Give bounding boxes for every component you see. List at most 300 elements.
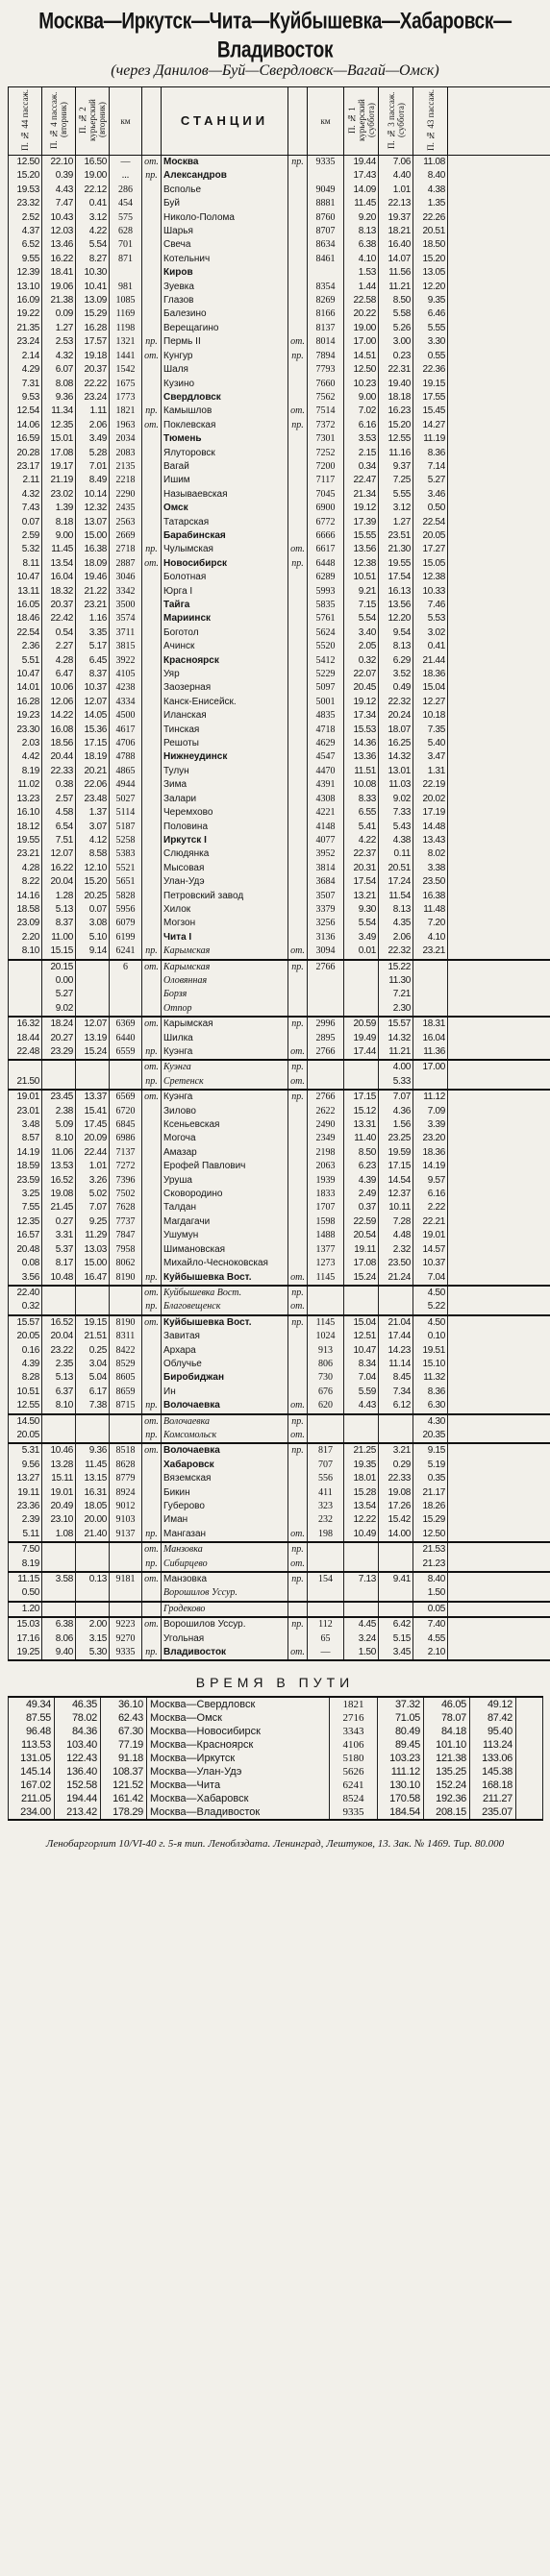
table-row	[9, 1174, 550, 1188]
left-time: 19.53	[9, 184, 42, 197]
right-time: 2.30	[379, 1002, 413, 1017]
right-time: 3.52	[379, 668, 413, 681]
right-time: 7.15	[344, 599, 379, 612]
arrival-departure-mark	[142, 890, 162, 903]
left-time	[9, 1060, 42, 1074]
distance-km-reverse	[308, 1002, 344, 1017]
left-time: 4.43	[42, 184, 76, 197]
right-time	[344, 1602, 379, 1617]
left-time: 19.01	[42, 1486, 76, 1500]
spacer-cell	[516, 1792, 543, 1805]
spacer-cell	[448, 238, 550, 252]
station-name: Барабинская	[162, 529, 288, 543]
left-time: 19.08	[42, 1188, 76, 1201]
distance-km: 6	[110, 960, 142, 974]
left-time: 23.21	[76, 599, 110, 612]
left-time: 16.10	[9, 806, 42, 820]
right-time: 4.55	[413, 1632, 448, 1646]
travel-time-left: 96.48	[9, 1725, 55, 1738]
arrival-departure-mark	[288, 1602, 308, 1617]
distance-km: 3342	[110, 585, 142, 599]
right-time: 20.22	[344, 307, 379, 321]
left-time: 13.11	[9, 585, 42, 599]
page-title: Москва—Иркутск—Чита—Куйбышевка—Хабаровск—Владивосток	[8, 8, 542, 65]
distance-km: 4334	[110, 696, 142, 709]
distance-km-reverse	[308, 988, 344, 1001]
left-time: 10.47	[9, 668, 42, 681]
distance-km-reverse: 730	[308, 1371, 344, 1385]
spacer-cell	[448, 765, 550, 778]
arrival-departure-mark: от.	[142, 1286, 162, 1300]
left-time: 18.44	[9, 1032, 42, 1045]
right-time: 4.45	[344, 1617, 379, 1631]
right-time: 1.50	[344, 1646, 379, 1660]
right-time: 11.21	[379, 281, 413, 294]
left-time	[76, 1602, 110, 1617]
travel-time-row	[9, 1738, 543, 1752]
left-time: 21.22	[76, 585, 110, 599]
left-time: 20.37	[42, 599, 76, 612]
spacer-cell	[448, 1429, 550, 1443]
distance-km-reverse: 8014	[308, 335, 344, 349]
arrival-departure-mark: от.	[288, 1300, 308, 1314]
right-time: 1.35	[413, 197, 448, 210]
right-time: 8.45	[379, 1371, 413, 1385]
spacer-cell	[448, 1300, 550, 1314]
travel-time-right: 101.10	[424, 1738, 470, 1752]
distance-km: 2218	[110, 474, 142, 487]
table-row	[9, 1429, 550, 1443]
left-time: 16.22	[42, 862, 76, 875]
arrival-departure-mark	[142, 460, 162, 474]
table-row	[9, 474, 550, 487]
right-time: 20.51	[379, 862, 413, 875]
right-time	[344, 1286, 379, 1300]
arrival-departure-mark	[142, 432, 162, 446]
arrival-departure-mark: от.	[142, 1443, 162, 1458]
left-time: 22.33	[42, 765, 76, 778]
left-time: 16.28	[76, 322, 110, 335]
station-name: Омск	[162, 502, 288, 515]
right-time: 5.41	[344, 821, 379, 834]
station-name: Тулун	[162, 765, 288, 778]
left-time: 13.15	[76, 1472, 110, 1485]
distance-km-reverse: 7252	[308, 447, 344, 460]
right-time: 6.55	[344, 806, 379, 820]
arrival-departure-mark	[142, 654, 162, 668]
distance-km-reverse: 1273	[308, 1257, 344, 1270]
spacer-cell	[448, 1201, 550, 1214]
travel-time-row	[9, 1765, 543, 1779]
arrival-departure-mark	[288, 821, 308, 834]
arrival-departure-mark: от.	[288, 1271, 308, 1286]
left-time	[76, 1414, 110, 1429]
left-time: 1.27	[42, 322, 76, 335]
right-time: 22.58	[344, 294, 379, 307]
right-time: 5.22	[413, 1300, 448, 1314]
left-time: 22.22	[76, 378, 110, 391]
left-time: 9.55	[9, 253, 42, 266]
spacer-cell	[448, 350, 550, 363]
distance-km-reverse: 8881	[308, 197, 344, 210]
travel-time-right: 113.24	[470, 1738, 516, 1752]
right-time: 22.31	[379, 363, 413, 377]
arrival-departure-mark	[288, 571, 308, 584]
arrival-departure-mark: пр.	[288, 1017, 308, 1031]
right-time: 8.13	[344, 225, 379, 238]
right-time: 17.34	[344, 709, 379, 723]
right-time: 10.49	[344, 1528, 379, 1542]
left-time: 15.24	[76, 1045, 110, 1060]
distance-km: 8605	[110, 1371, 142, 1385]
travel-time-left: 131.05	[9, 1752, 55, 1765]
right-time	[379, 1558, 413, 1572]
left-time: 5.27	[42, 988, 76, 1001]
left-time	[76, 1286, 110, 1300]
distance-km-reverse	[308, 169, 344, 183]
spacer-cell	[448, 1371, 550, 1385]
right-time: 8.36	[413, 447, 448, 460]
right-time: 5.15	[379, 1632, 413, 1646]
table-row	[9, 281, 550, 294]
left-time: 21.50	[9, 1075, 42, 1090]
arrival-departure-mark	[288, 1330, 308, 1343]
arrival-departure-mark	[142, 903, 162, 917]
left-time: 0.38	[42, 778, 76, 792]
left-time: 12.32	[76, 502, 110, 515]
spacer-cell	[448, 931, 550, 945]
left-time: 8.57	[9, 1132, 42, 1145]
arrival-departure-mark: пр.	[288, 557, 308, 571]
left-time: 10.43	[42, 211, 76, 225]
distance-km-reverse: 5097	[308, 681, 344, 695]
distance-km-reverse: 676	[308, 1386, 344, 1399]
station-name: Ялуторовск	[162, 447, 288, 460]
spacer-cell	[448, 793, 550, 806]
left-time: 7.38	[76, 1399, 110, 1413]
right-time: 6.46	[413, 307, 448, 321]
travel-time-right: 89.45	[378, 1738, 424, 1752]
left-time: 20.28	[9, 447, 42, 460]
left-time: 22.54	[9, 626, 42, 640]
right-time: 4.30	[413, 1414, 448, 1429]
distance-km-reverse: 8269	[308, 294, 344, 307]
arrival-departure-mark: от.	[288, 945, 308, 959]
distance-km-reverse: 7301	[308, 432, 344, 446]
left-time: 4.37	[9, 225, 42, 238]
arrival-departure-mark	[288, 903, 308, 917]
spacer-cell	[448, 1542, 550, 1557]
spacer-cell	[448, 654, 550, 668]
spacer-cell	[448, 1132, 550, 1145]
arrival-departure-mark	[288, 1472, 308, 1485]
right-time: 2.32	[379, 1243, 413, 1257]
arrival-departure-mark	[142, 1146, 162, 1160]
right-time: 11.36	[413, 1045, 448, 1060]
left-time: 21.40	[76, 1528, 110, 1542]
travel-time-left: 91.18	[101, 1752, 147, 1765]
arrival-departure-mark: пр.	[288, 1617, 308, 1631]
right-time: 4.38	[413, 184, 448, 197]
arrival-departure-mark	[142, 917, 162, 930]
right-time: 9.35	[413, 294, 448, 307]
right-time: 20.45	[344, 681, 379, 695]
left-time: 5.54	[76, 238, 110, 252]
distance-km: 3500	[110, 599, 142, 612]
arrival-departure-mark	[142, 988, 162, 1001]
table-row	[9, 974, 550, 988]
station-name: Красноярск	[162, 654, 288, 668]
left-time: 3.12	[76, 211, 110, 225]
station-name: Отпор	[162, 1002, 288, 1017]
spacer-cell	[448, 681, 550, 695]
distance-km-reverse: 4148	[308, 821, 344, 834]
travel-time-left: 108.37	[101, 1765, 147, 1779]
arrival-departure-mark	[288, 875, 308, 889]
right-time: 19.59	[379, 1146, 413, 1160]
table-row	[9, 1229, 550, 1242]
distance-km: —	[110, 156, 142, 170]
left-time: 0.07	[9, 516, 42, 529]
distance-km	[110, 266, 142, 280]
left-time: 1.28	[42, 890, 76, 903]
distance-km-reverse: 6289	[308, 571, 344, 584]
arrival-departure-mark	[142, 1215, 162, 1229]
left-time: 22.10	[42, 156, 76, 170]
right-time: 19.55	[379, 557, 413, 571]
table-row	[9, 626, 550, 640]
distance-km: 7396	[110, 1174, 142, 1188]
left-time: 15.00	[76, 1257, 110, 1270]
left-time	[9, 988, 42, 1001]
left-time: 15.20	[76, 875, 110, 889]
distance-km-reverse: 9335	[308, 156, 344, 170]
spacer-cell	[448, 834, 550, 847]
station-name: Канск-Енисейск.	[162, 696, 288, 709]
station-name: Залари	[162, 793, 288, 806]
distance-km-reverse: 7117	[308, 474, 344, 487]
arrival-departure-mark	[288, 460, 308, 474]
station-name: Ачинск	[162, 640, 288, 653]
left-time: 4.28	[42, 654, 76, 668]
travel-time-row	[9, 1779, 543, 1792]
left-time: 9.00	[42, 529, 76, 543]
left-time: 8.58	[76, 847, 110, 861]
distance-km: ...	[110, 169, 142, 183]
right-time: 3.21	[379, 1443, 413, 1458]
table-row	[9, 1443, 550, 1458]
right-time: 15.12	[344, 1105, 379, 1118]
distance-km: 1963	[110, 419, 142, 432]
spacer-cell	[448, 750, 550, 764]
left-time: 18.41	[42, 266, 76, 280]
arrival-departure-mark	[288, 847, 308, 861]
travel-time-table	[8, 1696, 543, 1821]
spacer-cell	[448, 1286, 550, 1300]
arrival-departure-mark	[142, 1486, 162, 1500]
table-row	[9, 1215, 550, 1229]
distance-km: 6440	[110, 1032, 142, 1045]
left-time: 23.24	[76, 391, 110, 405]
right-time	[344, 1002, 379, 1017]
right-time: 21.24	[379, 1271, 413, 1286]
right-time	[379, 1300, 413, 1314]
distance-km-reverse: 2490	[308, 1118, 344, 1132]
spacer-cell	[448, 1271, 550, 1286]
left-time: 0.00	[42, 974, 76, 988]
left-time: 7.01	[76, 460, 110, 474]
left-time: 23.21	[9, 847, 42, 861]
right-time: 5.58	[379, 307, 413, 321]
right-time: 0.34	[344, 460, 379, 474]
station-name: Половина	[162, 821, 288, 834]
arrival-departure-mark	[288, 1500, 308, 1513]
left-time: 18.05	[76, 1500, 110, 1513]
table-row	[9, 1188, 550, 1201]
distance-km: 7272	[110, 1160, 142, 1173]
right-time: 5.40	[413, 737, 448, 750]
table-row	[9, 1146, 550, 1160]
distance-km-reverse: 5001	[308, 696, 344, 709]
station-name: Ишим	[162, 474, 288, 487]
right-time: 11.40	[344, 1132, 379, 1145]
distance-km: 1675	[110, 378, 142, 391]
distance-km-reverse: 4077	[308, 834, 344, 847]
left-time	[42, 1300, 76, 1314]
left-time: 3.31	[42, 1229, 76, 1242]
left-time: 14.05	[76, 709, 110, 723]
right-time: 4.10	[413, 931, 448, 945]
spacer-cell	[448, 266, 550, 280]
spacer-cell	[448, 988, 550, 1001]
left-time: 14.01	[9, 681, 42, 695]
right-time: 10.11	[379, 1201, 413, 1214]
table-row	[9, 1243, 550, 1257]
table-row	[9, 696, 550, 709]
station-name: Куйбышевка Вост.	[162, 1271, 288, 1286]
arrival-departure-mark	[142, 1500, 162, 1513]
right-time: 22.47	[344, 474, 379, 487]
arrival-departure-mark	[288, 1174, 308, 1188]
right-time: 0.50	[413, 502, 448, 515]
arrival-departure-mark	[142, 1132, 162, 1145]
left-time: 19.46	[76, 571, 110, 584]
spacer-cell	[448, 211, 550, 225]
left-time: 13.09	[76, 294, 110, 307]
station-name: Слюдянка	[162, 847, 288, 861]
left-time: 20.27	[42, 1032, 76, 1045]
left-time: 2.52	[9, 211, 42, 225]
right-time: 11.21	[379, 1045, 413, 1060]
station-name: Борзя	[162, 988, 288, 1001]
distance-km: 2083	[110, 447, 142, 460]
right-time: 0.23	[379, 350, 413, 363]
left-time	[42, 1542, 76, 1557]
left-time	[76, 1429, 110, 1443]
distance-km: 6845	[110, 1118, 142, 1132]
arrival-departure-mark	[142, 1118, 162, 1132]
table-row	[9, 1045, 550, 1060]
table-row	[9, 1459, 550, 1472]
left-time: 0.09	[42, 307, 76, 321]
distance-km: 2887	[110, 557, 142, 571]
left-time: 10.14	[76, 488, 110, 502]
right-time: 20.31	[344, 862, 379, 875]
distance-km-reverse: 806	[308, 1358, 344, 1371]
right-time	[413, 1075, 448, 1090]
arrival-departure-mark	[142, 1344, 162, 1358]
right-time: 19.44	[344, 156, 379, 170]
table-row	[9, 307, 550, 321]
travel-time-left: 211.05	[9, 1792, 55, 1805]
right-time: 7.06	[379, 156, 413, 170]
distance-km-reverse: 65	[308, 1632, 344, 1646]
page-subtitle: (через Данилов—Буй—Свердловск—Вагай—Омск)	[8, 61, 542, 81]
spacer-cell	[516, 1765, 543, 1779]
right-time: 4.50	[413, 1286, 448, 1300]
arrival-departure-mark: пр.	[288, 1542, 308, 1557]
distance-km: 7137	[110, 1146, 142, 1160]
left-time: 14.06	[9, 419, 42, 432]
spacer-cell	[448, 516, 550, 529]
arrival-departure-mark: пр.	[288, 350, 308, 363]
table-row	[9, 1371, 550, 1385]
right-time	[344, 1429, 379, 1443]
arrival-departure-mark	[142, 1160, 162, 1173]
right-time: 12.51	[344, 1330, 379, 1343]
right-time: 19.12	[344, 502, 379, 515]
left-time: 23.45	[42, 1090, 76, 1104]
col-right-train-1: П. № 1 курьерский (суббота)	[344, 87, 379, 156]
distance-km: 5651	[110, 875, 142, 889]
table-row	[9, 724, 550, 737]
right-time: 8.40	[413, 169, 448, 183]
left-time	[42, 1429, 76, 1443]
arrival-departure-mark	[288, 307, 308, 321]
left-time: 9.25	[76, 1215, 110, 1229]
distance-km	[110, 1075, 142, 1090]
distance-km-reverse: 5520	[308, 640, 344, 653]
station-name: Киров	[162, 266, 288, 280]
right-time: 15.55	[344, 529, 379, 543]
right-time: 17.27	[413, 543, 448, 556]
station-name: Глазов	[162, 294, 288, 307]
station-name: Шарья	[162, 225, 288, 238]
left-time: 3.25	[9, 1188, 42, 1201]
distance-km-reverse: 8707	[308, 225, 344, 238]
right-time: 19.11	[344, 1243, 379, 1257]
right-time: 15.05	[413, 557, 448, 571]
station-name: Уяр	[162, 668, 288, 681]
right-time	[413, 974, 448, 988]
right-time: 21.23	[413, 1558, 448, 1572]
distance-km: 1085	[110, 294, 142, 307]
right-time: 20.05	[413, 529, 448, 543]
distance-km	[110, 1002, 142, 1017]
spacer-cell	[448, 1118, 550, 1132]
left-time: 0.13	[76, 1572, 110, 1586]
travel-time-left: 36.10	[101, 1697, 147, 1711]
station-name: Ворошилов Уссур.	[162, 1586, 288, 1601]
right-time: 17.15	[379, 1160, 413, 1173]
arrival-departure-mark	[288, 1032, 308, 1045]
spacer-cell	[448, 612, 550, 626]
left-time: 20.15	[42, 960, 76, 974]
table-row	[9, 1105, 550, 1118]
arrival-departure-mark: пр.	[142, 1045, 162, 1060]
left-time: 18.19	[76, 750, 110, 764]
right-time: 20.35	[413, 1429, 448, 1443]
